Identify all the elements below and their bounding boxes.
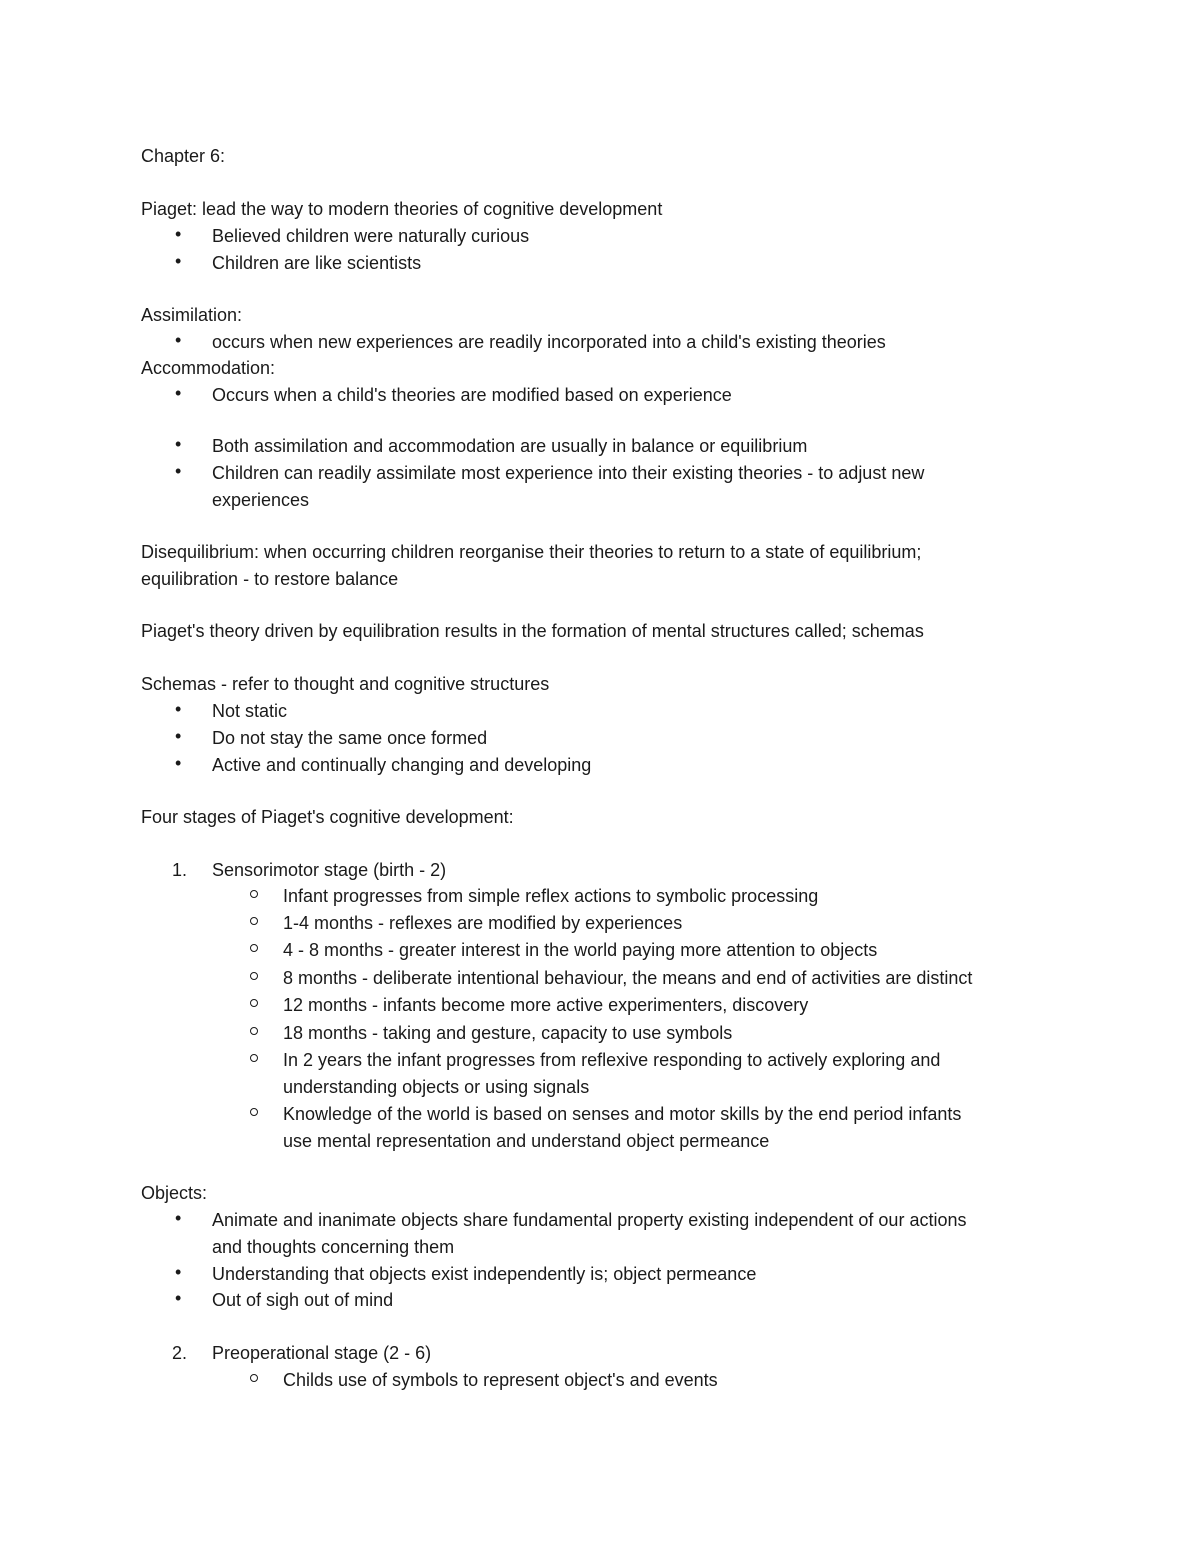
bullet-icon: •: [175, 330, 182, 350]
assimilation-heading: Assimilation:: [141, 305, 243, 325]
bullet-icon: •: [175, 251, 182, 271]
list-item: Not static: [212, 701, 288, 721]
list-item: Believed children were naturally curious: [212, 226, 530, 246]
disequilibrium-paragraph: Disequilibrium: when occurring children reorganise their theories to return to a state of equilibrium;: [141, 542, 922, 562]
list-item-continuation: and thoughts concerning them: [212, 1237, 455, 1257]
chapter-title: Chapter 6:: [141, 146, 226, 166]
list-item: Active and continually changing and developing: [212, 755, 592, 775]
bullet-icon: •: [175, 1208, 182, 1228]
circle-bullet-icon: [250, 1108, 258, 1116]
sub-list-item-continuation: understanding objects or using signals: [283, 1077, 590, 1097]
sub-list-item: In 2 years the infant progresses from reflexive responding to actively exploring and: [283, 1050, 941, 1070]
stage-number: 2.: [172, 1343, 188, 1363]
sub-list-item: 18 months - taking and gesture, capacity to use symbols: [283, 1023, 733, 1043]
bullet-icon: •: [175, 1262, 182, 1282]
list-item: Children are like scientists: [212, 253, 422, 273]
sub-list-item-continuation: use mental representation and understand object permeance: [283, 1131, 770, 1151]
accommodation-heading: Accommodation:: [141, 358, 276, 378]
schemas-heading: Schemas - refer to thought and cognitive structures: [141, 674, 550, 694]
circle-bullet-icon: [250, 890, 258, 898]
list-item: Occurs when a child's theories are modified based on experience: [212, 385, 732, 405]
list-item: Children can readily assimilate most experience into their existing theories - to adjust new: [212, 463, 925, 483]
sub-list-item: 8 months - deliberate intentional behaviour, the means and end of activities are distinct: [283, 968, 973, 988]
circle-bullet-icon: [250, 1027, 258, 1035]
stage-title: Sensorimotor stage (birth - 2): [212, 860, 447, 880]
bullet-icon: •: [175, 461, 182, 481]
bullet-icon: •: [175, 224, 182, 244]
circle-bullet-icon: [250, 944, 258, 952]
list-item-continuation: experiences: [212, 490, 310, 510]
bullet-icon: •: [175, 383, 182, 403]
bullet-icon: •: [175, 753, 182, 773]
sub-list-item: 4 - 8 months - greater interest in the world paying more attention to objects: [283, 940, 878, 960]
sub-list-item: Infant progresses from simple reflex actions to symbolic processing: [283, 886, 819, 906]
list-item: Do not stay the same once formed: [212, 728, 488, 748]
list-item: occurs when new experiences are readily incorporated into a child's existing theories: [212, 332, 886, 352]
sub-list-item: 12 months - infants become more active experimenters, discovery: [283, 995, 809, 1015]
stage-number: 1.: [172, 860, 188, 880]
sub-list-item: Childs use of symbols to represent object's and events: [283, 1370, 718, 1390]
sub-list-item: 1-4 months - reflexes are modified by experiences: [283, 913, 683, 933]
list-item: Understanding that objects exist independently is; object permeance: [212, 1264, 757, 1284]
circle-bullet-icon: [250, 1054, 258, 1062]
bullet-icon: •: [175, 1288, 182, 1308]
circle-bullet-icon: [250, 972, 258, 980]
list-item: Animate and inanimate objects share fundamental property existing independent of our actions: [212, 1210, 967, 1230]
list-item: Both assimilation and accommodation are usually in balance or equilibrium: [212, 436, 808, 456]
circle-bullet-icon: [250, 1374, 258, 1382]
piaget-intro: Piaget: lead the way to modern theories of cognitive development: [141, 199, 663, 219]
circle-bullet-icon: [250, 999, 258, 1007]
stage-title: Preoperational stage (2 - 6): [212, 1343, 432, 1363]
bullet-icon: •: [175, 434, 182, 454]
bullet-icon: •: [175, 699, 182, 719]
list-item: Out of sigh out of mind: [212, 1290, 394, 1310]
bullet-icon: •: [175, 726, 182, 746]
disequilibrium-paragraph-continuation: equilibration - to restore balance: [141, 569, 399, 589]
objects-heading: Objects:: [141, 1183, 208, 1203]
schema-intro: Piaget's theory driven by equilibration results in the formation of mental structures called; schemas: [141, 621, 924, 641]
circle-bullet-icon: [250, 917, 258, 925]
sub-list-item: Knowledge of the world is based on senses and motor skills by the end period infants: [283, 1104, 962, 1124]
stages-heading: Four stages of Piaget's cognitive development:: [141, 807, 514, 827]
